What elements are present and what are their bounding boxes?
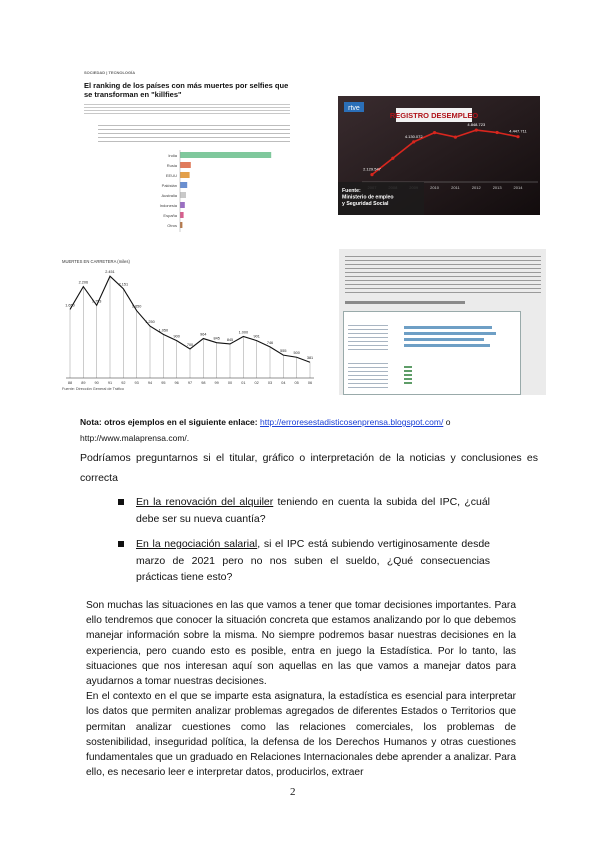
value-label: 555 — [280, 349, 287, 354]
chart-source: Fuente: Dirección General de Tráfico — [62, 387, 125, 391]
bar — [180, 182, 187, 188]
bar-label: EEUU — [165, 173, 177, 178]
value-label: 381 — [306, 356, 314, 361]
source-line: Ministerio de empleo — [342, 194, 394, 201]
table-row-labels — [348, 322, 388, 352]
source-line: y Seguridad Social — [342, 201, 389, 207]
value-label: 845 — [213, 336, 220, 341]
bar-label: India — [168, 153, 177, 158]
page-number: 2 — [290, 786, 296, 798]
rtve-logo: rtve — [348, 105, 360, 112]
value-label: 4.130.072 — [404, 133, 423, 139]
x-tick-label: 94 — [147, 381, 153, 385]
chart-caption: MUERTES EN CARRETERA (miles) — [62, 259, 130, 264]
x-tick-label: 03 — [267, 381, 273, 385]
intro-paragraph: Podríamos preguntarnos si el titular, gráfico o interpretación de la noticias y conclusiones es correcta — [80, 452, 538, 484]
report-subtitle-line — [345, 301, 465, 304]
x-tick-label: 05 — [294, 381, 299, 385]
x-tick-label: 97 — [187, 381, 193, 385]
x-tick-label: 01 — [241, 381, 246, 385]
bar-label: Australia — [161, 193, 177, 198]
note-connector: o — [445, 417, 451, 427]
report-clipping-figure — [339, 249, 546, 395]
note-links — [80, 414, 540, 446]
selfies-ranking-figure — [84, 66, 296, 242]
value-label: 845 — [226, 337, 234, 342]
year-label: 2014 — [513, 185, 523, 190]
traffic-deaths-chart — [58, 254, 322, 392]
data-point — [496, 131, 499, 134]
x-tick-label: 88 — [67, 381, 73, 385]
value-label: 4.848.723 — [467, 122, 486, 128]
value-label: 1.650 — [131, 304, 142, 309]
body-text — [86, 598, 516, 780]
x-tick-label: 95 — [161, 381, 166, 385]
value-label: 1.753 — [91, 299, 102, 304]
bullet-square-icon — [118, 541, 124, 547]
data-point — [454, 135, 457, 138]
value-label: 2.206 — [78, 280, 89, 285]
report-text-lines — [345, 253, 541, 293]
value-label: 964 — [200, 332, 207, 337]
x-tick-label: 02 — [254, 381, 259, 385]
link-errores-estadisticos[interactable]: http://erroresestadisticosenprensa.blogspot.com/ — [259, 417, 444, 427]
bar — [180, 162, 191, 168]
deaths-line — [70, 276, 310, 362]
bar — [180, 192, 186, 198]
bullet-list — [118, 494, 490, 595]
x-tick-label: 90 — [94, 381, 99, 385]
x-tick-label: 89 — [81, 381, 86, 385]
year-label: 2013 — [492, 185, 502, 190]
chart-intro-lines — [98, 122, 290, 144]
x-tick-label: 00 — [227, 381, 233, 385]
x-tick-label: 96 — [174, 381, 179, 385]
bar-label: Indonesia — [159, 203, 177, 208]
value-label: 2.151 — [118, 282, 129, 287]
year-label: 2011 — [451, 185, 460, 190]
value-label: 901 — [253, 334, 260, 339]
traffic-deaths-figure — [58, 254, 322, 392]
bar-label: España — [163, 213, 177, 218]
table-bar — [404, 364, 412, 386]
data-point — [412, 140, 415, 143]
x-tick-label: 91 — [107, 381, 113, 385]
bullet-text: teniendo en cuenta la subida del IPC, ¿cuál debe ser su nueva cuantía? — [136, 496, 490, 525]
data-point — [433, 131, 436, 134]
value-label: 2.129.547 — [363, 166, 381, 172]
value-label: 700 — [186, 342, 194, 347]
body-paragraph: Son muchas las situaciones en las que vamos a tener que tomar decisiones importantes. Para ello tendremos que conocer la situación concreta que estamos analizando por lo que debemos manejar información sobre la misma. No siempre podremos basar nuestras decisiones en la experiencia, pero cuando esto es posible, entra en juego la Estadística. Por lo tanto, las situaciones que nos interesan aquí son aquellas en las que vamos a manejar datos para ayudarnos a tomar nuestras decisiones. — [86, 600, 516, 688]
bar — [180, 152, 271, 158]
data-point — [475, 129, 478, 132]
selfies-bar-chart — [84, 150, 296, 242]
bullet-item — [118, 494, 490, 527]
table-bar — [404, 332, 496, 335]
bar — [180, 172, 190, 178]
bullet-underlined: En la renovación del alquiler — [136, 496, 274, 508]
figure-headline: El ranking de los países con más muertes por selfies que se transforman en "killfies" — [84, 81, 289, 99]
x-tick-label: 98 — [201, 381, 206, 385]
year-label: 2010 — [430, 185, 440, 190]
bullet-item — [118, 536, 490, 586]
bar-label: Pakistán — [161, 183, 177, 188]
bar-label: Otros — [167, 223, 177, 228]
table-row-labels — [348, 360, 388, 390]
x-tick-label: 93 — [134, 381, 139, 385]
table-bar — [404, 344, 490, 347]
table-bar — [404, 338, 484, 341]
table-bar — [404, 326, 492, 329]
value-label: 1.050 — [158, 328, 169, 333]
body-paragraph: En el contexto en el que se imparte esta asignatura, la estadística es esencial para interpretar los datos que permiten analizar problemas agregados de diferentes Estados o Territorios que permitan analizar cuestiones como las relaciones comerciales, los problemas de sostenibilidad, inseguridad política, la defensa de los Derechos Humanos y otras cuestiones fundamentales que un graduado en Relaciones Internacionales debe aprender a analizar. Para ello, es necesario leer e interpretar datos, producirlos, extraer — [86, 691, 516, 779]
data-point — [516, 135, 519, 138]
bullet-underlined: En la negociación salarial — [136, 538, 258, 550]
report-table — [343, 311, 521, 395]
x-tick-label: 04 — [281, 381, 286, 385]
x-tick-label: 92 — [121, 381, 126, 385]
value-label: 4.447.711 — [509, 128, 527, 134]
unemployment-figure — [338, 96, 540, 215]
unemployment-chart — [338, 96, 540, 215]
value-label: 1.000 — [238, 330, 249, 335]
source-line: Fuente: — [342, 188, 361, 194]
figure-kicker: SOCIEDAD | TECNOLOGÍA — [84, 70, 136, 75]
x-tick-label: 99 — [214, 381, 219, 385]
article-text-lines — [84, 102, 290, 116]
value-label: 746 — [266, 340, 274, 345]
chart-title: REGISTRO DESEMPLEO — [389, 111, 479, 120]
link-malaprensa[interactable]: http://www.malaprensa.com/. — [80, 433, 190, 443]
bar — [180, 222, 182, 228]
bullet-text: , si el IPC está subiendo vertiginosamente desde marzo de 2021 pero no nos suben el sueldo, ¿Qué consecuencias prácticas tiene esto? — [136, 538, 490, 583]
value-label: 900 — [173, 334, 180, 339]
bar-label: Rusia — [166, 163, 177, 168]
year-label: 2012 — [471, 185, 481, 190]
data-point — [370, 173, 373, 176]
value-label: 1.250 — [145, 320, 155, 325]
data-point — [391, 157, 394, 160]
value-label: 500 — [293, 351, 300, 356]
x-tick-label: 06 — [307, 381, 313, 385]
bar — [180, 212, 184, 218]
note-lead: Nota: otros ejemplos en el siguiente enlace: — [80, 417, 258, 427]
value-label: 1.650 — [65, 303, 75, 308]
value-label: 2.451 — [105, 270, 115, 275]
bullet-square-icon — [118, 499, 124, 505]
bar — [180, 202, 185, 208]
